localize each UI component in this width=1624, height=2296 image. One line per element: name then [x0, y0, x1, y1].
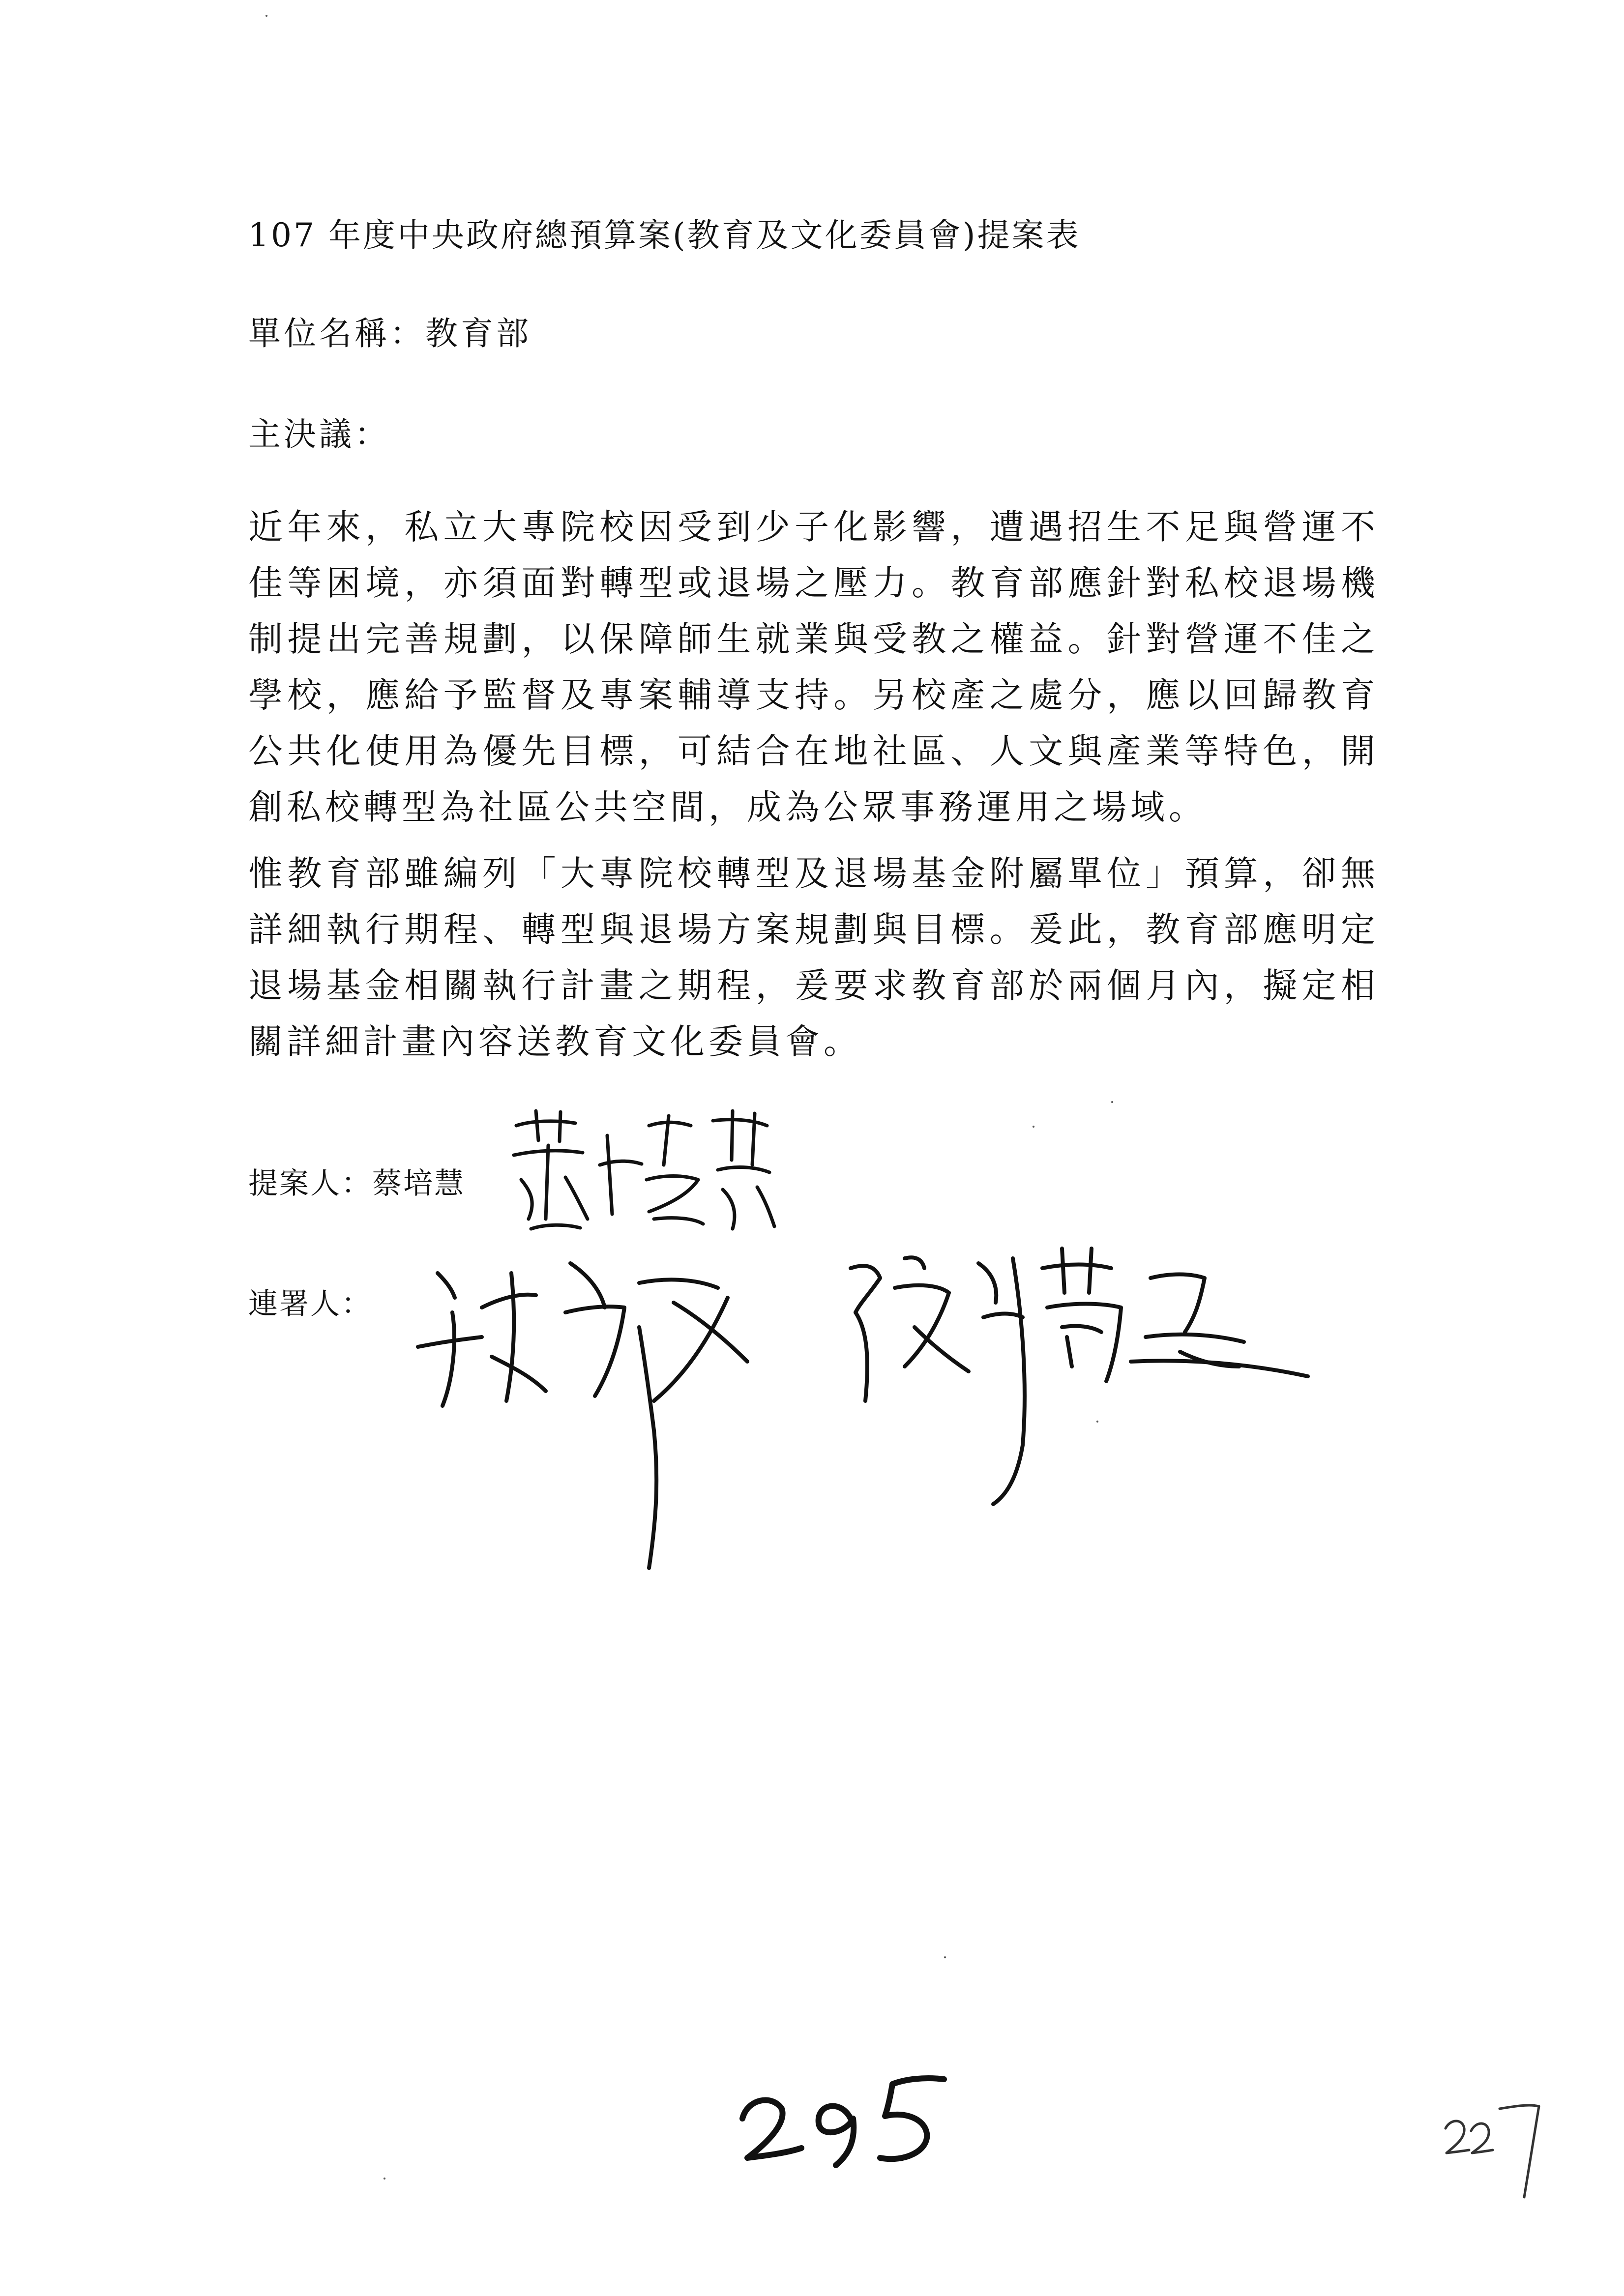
resolution-paragraph-1: 近年來，私立大專院校因受到少子化影響，遭遇招生不足與營運不佳等困境，亦須面對轉型或退場之壓力。教育部應針對私校退場機制提出完善規劃，以保障師生就業與受教之權益。針對營運不佳之學校，應給予監督及專案輔導支持。另校產之處分，應以回歸教育公共化使用為優先目標，可結合在地社區、人文與產業等特色，開創私校轉型為社區公共空間，成為公眾事務運用之場域。: [248, 507, 1379, 827]
document-title: 107 年度中央政府總預算案(教育及文化委員會)提案表: [248, 216, 1081, 254]
scan-speck: [1033, 1126, 1034, 1128]
scan-speck: [384, 2178, 385, 2180]
scan-speck: [1111, 1101, 1113, 1103]
proposer-signature: [502, 1106, 777, 1253]
handwritten-page-number: [728, 2064, 959, 2173]
handwritten-corner-number: [1441, 2094, 1549, 2202]
scan-speck: [944, 1956, 946, 1958]
cosigner-signature-1: [408, 1244, 762, 1578]
unit-name-line: 單位名稱：教育部: [248, 315, 531, 352]
cosigner-signature-2: [836, 1239, 1318, 1514]
scan-speck: [1096, 1421, 1098, 1423]
main-resolution-label: 主決議：: [248, 415, 390, 453]
proposer-label: 提案人：蔡培慧: [248, 1166, 465, 1201]
cosigner-label: 連署人：: [248, 1287, 372, 1321]
scan-speck: [266, 15, 267, 17]
resolution-paragraph-2: 惟教育部雖編列「大專院校轉型及退場基金附屬單位」預算，卻無詳細執行期程、轉型與退場方案規劃與目標。爰此，教育部應明定退場基金相關執行計畫之期程，爰要求教育部於兩個月內，擬定相關詳細計畫內容送教育文化委員會。: [248, 853, 1379, 1062]
